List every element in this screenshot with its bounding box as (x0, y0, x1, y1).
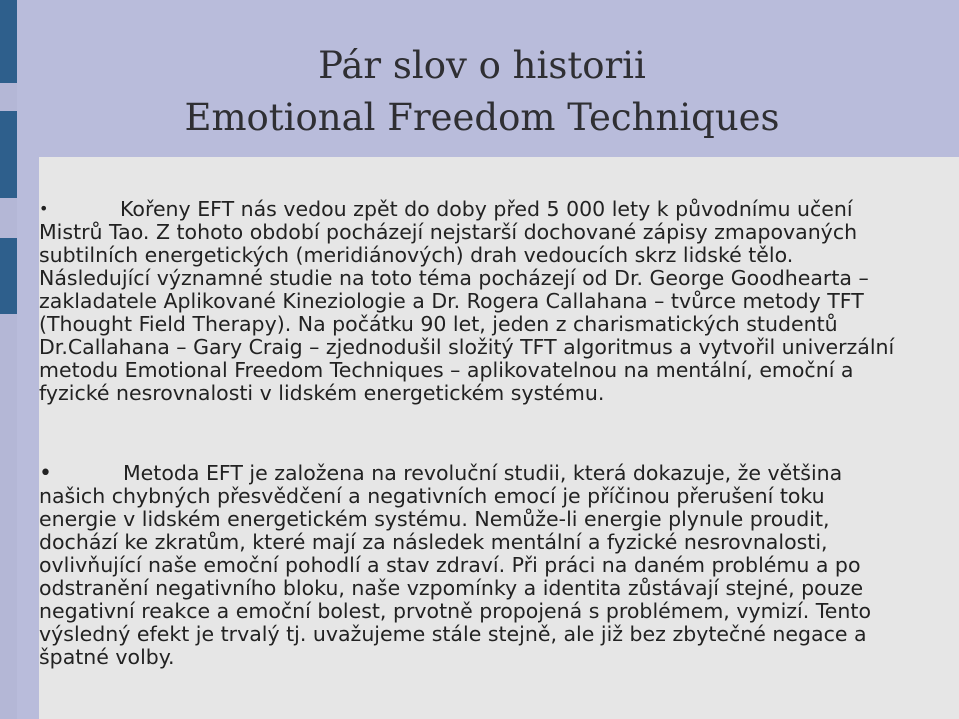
title-line-2: Emotional Freedom Techniques (184, 96, 780, 139)
accent-bar-bottom (0, 238, 17, 314)
slide-title (40, 40, 924, 144)
title-line-1: Pár slov o historii (318, 44, 646, 87)
bullet-text: Kořeny EFT nás vedou zpět do doby před 5 000 lety k původnímu učení Mistrů Tao. Z tohoto období pocházejí nejstarší dochované zápisy zmapovaných subtilních energetických (meridiánových) drah vedoucích skrz lidské tělo. Následující významné studie na toto téma pocházejí od Dr. George Goodhearta – zakladatele Aplikované Kineziologie a Dr. Rogera Callahana – tvůrce metody TFT (Thought Field Therapy). Na počátku 90 let, jeden z charismatických studentů Dr.Callahana – Gary Craig – zjednodušil složitý TFT algoritmus a vytvořil univerzální metodu Emotional Freedom Techniques – aplikovatelnou na mentální, emoční a fyzické nesrovnalosti v lidském energetickém systému. (39, 197, 895, 405)
accent-bar-middle (0, 111, 17, 198)
left-decoration-strip (0, 0, 17, 719)
bullet-text: Metoda EFT je založena na revoluční studii, která dokazuje, že většina našich chybných přesvědčení a negativních emocí je příčinou přerušení toku energie v lidském energetickém systému. Nemůže-li energie plynule proudit, dochází ke zkratům, které mají za následek mentální a fyzické nesrovnalosti, ovlivňující naše emoční pohodlí a stav zdraví. Při práci na daném problému a po odstranění negativního bloku, naše vzpomínky a identita zůstávají stejné, pouze negativní reakce a emoční bolest, prvotně propojená s problémem, vymizí. Tento výsledný efekt je trvalý tj. uvažujeme stále stejně, ale již bez zbytečné negace a špatné volby. (39, 461, 871, 669)
bullet-marker: • (39, 461, 52, 486)
bullet-method (39, 462, 895, 669)
bullet-marker: • (39, 199, 49, 218)
bullet-history (39, 198, 895, 405)
accent-bar-top (0, 0, 17, 83)
